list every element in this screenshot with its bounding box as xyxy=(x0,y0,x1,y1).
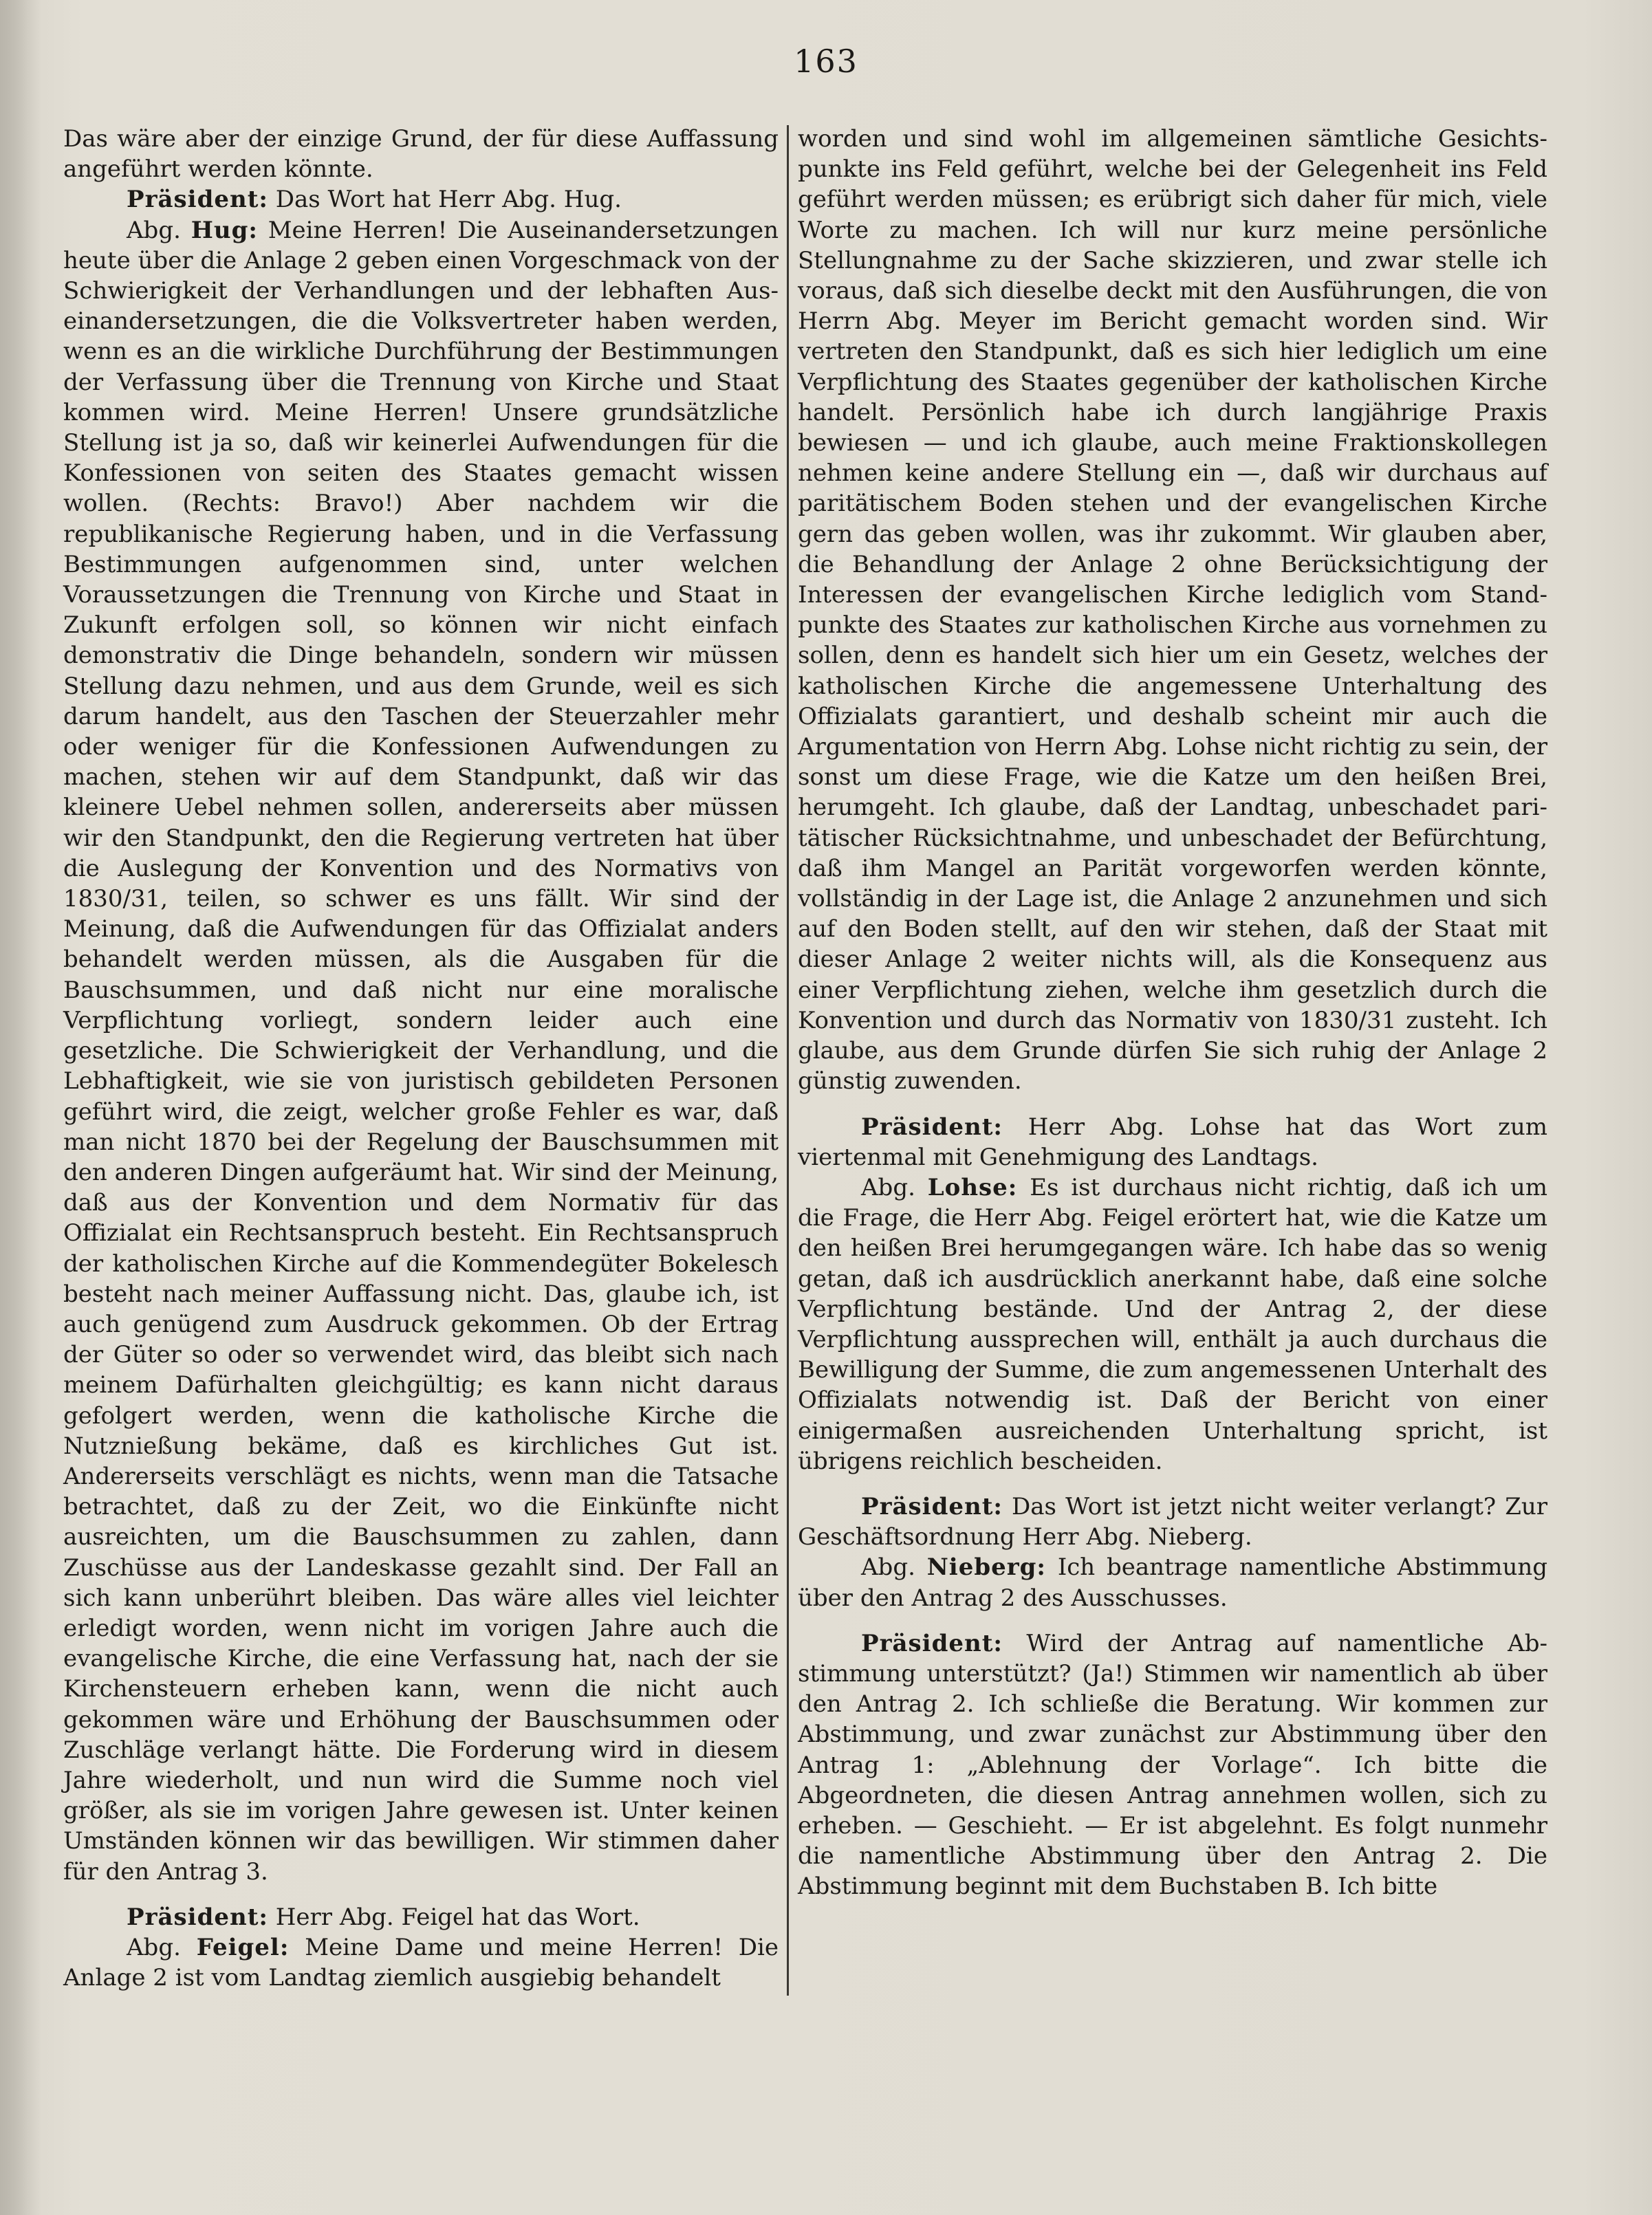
speaker-label: Präsident: xyxy=(127,186,268,214)
speech-entry: Präsident: Herr Abg. Feigel hat das Wort. xyxy=(127,1903,640,1931)
binding-shadow xyxy=(0,0,41,2215)
left-column xyxy=(63,124,779,2159)
speech-entry: Abg. Hug: Meine Herren! Die Auseinandersetzungen heute über die Anlage 2 geben einen Vorgeschmack von der Schwierigkeit der Verhandlungen und der lebhaften Auseinandersetzungen, die die Volksvertreter haben werden, wenn es an die wirkliche Durchführung der Bestimmungen der Verfassung über die Trennung von Kirche und Staat kommen wird. Meine Herren! Unsere grundsätzliche Stellung ist ja so, daß wir keinerlei Aufwendungen für die Konfessionen von seiten des Staates gemacht wissen wollen. (Rechts: Bravo!) Aber nachdem wir die republikanische Regierung haben, und in die Verfassung Bestimmungen aufgenommen sind, unter welchen Voraussetzungen die Trennung von Kirche und Staat in Zukunft erfolgen soll, so können wir nicht einfach demonstrativ die Dinge behandeln, sondern wir müssen Stellung dazu nehmen, und aus dem Grunde, weil es sich darum handelt, aus den Taschen der Steuerzahler mehr oder weniger für die Konfessionen Aufwendungen zu machen, stehen wir auf dem Standpunkt, daß wir das kleinere Uebel nehmen sollen, andererseits aber müssen wir den Standpunkt, den die Regierung vertreten hat über die Auslegung der Konvention und des Normativs von 1830/31, teilen, so schwer es uns fällt. Wir sind der Meinung, daß die Aufwendungen für das Offizialat anders behandelt werden müssen, als die Ausgaben für die Bauschsummen, und daß nicht nur eine moralische Verpflichtung vorliegt, sondern leider auch eine gesetzliche. Die Schwierigkeit der Verhandlung, und die Lebhaftigkeit, wie sie von juristisch gebildeten Personen geführt wird, die zeigt, welcher große Fehler es war, daß man nicht 1870 bei der Regelung der Bauschsummen mit den anderen Dingen aufgeräumt hat. Wir sind der Meinung, daß aus der Konvention und dem Normativ für das Offizialat ein Rechtsanspruch besteht. Ein Rechtsanspruch der katholischen Kirche auf die Kommendegüter Bokelesch besteht nach meiner Auffassung nicht. Das, glaube ich, ist auch genügend zum Ausdruck gekommen. Ob der Ertrag der Güter so oder so verwendet wird, das bleibt sich nach meinem Dafürhalten gleichgültig; es kann nicht daraus gefolgert werden, wenn die katholische Kirche die Nutznießung bekäme, daß es kirchliches Gut ist. Andererseits verschlägt es nichts, wenn man die Tatsache betrachtet, daß zu der Zeit, wo die Einkünfte nicht ausreichten, um die Bauschsummen zu zahlen, dann Zuschüsse aus der Landeskasse gezahlt sind. Der Fall an sich kann unberührt bleiben. Das wäre alles viel leichter erledigt worden, wenn nicht im vorigen Jahre auch die evangelische Kirche, die eine Verfassung hat, nach der sie Kirchensteuern erheben kann, wenn die nicht auch gekommen wäre und Erhöhung der Bauschsummen oder Zuschläge verlangt hätte. Die Forderung wird in diesem Jahre wiederholt, und nun wird die Summe noch viel größer, als sie im vorigen Jahre gewesen ist. Unter keinen Umständen können wir das bewilligen. Wir stimmen daher für den Antrag 3. xyxy=(63,216,779,1886)
paragraph: Das wäre aber der einzige Grund, der für diese Auffassung angeführt werden könnte. xyxy=(63,125,779,184)
speech-entry: Präsident: Herr Abg. Lohse hat das Wort zum viertenmal mit Genehmigung des Landtags. xyxy=(798,1113,1547,1171)
speech-entry: Präsident: Das Wort ist jetzt nicht weiter verlangt? Zur Geschäftsordnung Herr Abg. Nieberg. xyxy=(798,1492,1547,1551)
right-column xyxy=(798,124,1547,2159)
speech-entry: Abg. Lohse: Es ist durchaus nicht richtig, daß ich um die Frage, die Herr Abg. Feigel erörtert hat, wie die Katze um den heißen Brei herumgegangen wäre. Ich habe das so wenig getan, daß ich ausdrücklich anerkannt habe, daß eine solche Verpflichtung bestände. Und der Antrag 2, der diese Verpflichtung aussprechen will, enthält ja auch durchaus die Bewilligung der Summe, die zum angemessenen Unterhalt des Offizialats notwendig ist. Daß der Bericht von einer einigermaßen ausreichenden Unterhaltung spricht, ist übrigens reichlich bescheiden. xyxy=(798,1173,1548,1475)
speaker-label: Lohse: xyxy=(927,1173,1018,1201)
speaker-label: Hug: xyxy=(191,216,258,244)
speaker-label: Präsident: xyxy=(861,1113,1003,1141)
page-number: 163 xyxy=(794,43,858,80)
speaker-label: Feigel: xyxy=(196,1933,290,1961)
speaker-label: Präsident: xyxy=(861,1492,1003,1520)
speech-entry: Abg. Nieberg: Ich beantrage namentliche Abstimmung über den Antrag 2 des Ausschusses. xyxy=(798,1553,1548,1612)
speech-entry: Präsident: Das Wort hat Herr Abg. Hug. xyxy=(127,186,622,214)
speech-entry: Abg. Feigel: Meine Dame und meine Herren! Die Anlage 2 ist vom Landtag ziemlich ausgiebig behandelt xyxy=(63,1933,779,1992)
speaker-label: Nieberg: xyxy=(926,1553,1046,1582)
column-divider xyxy=(787,125,789,1996)
speaker-label: Präsident: xyxy=(861,1629,1003,1657)
paragraph: worden und sind wohl im allgemeinen sämtliche Gesichtspunkte ins Feld geführt, welche bei der Gelegenheit ins Feld geführt werden müssen; es erübrigt sich daher für mich, viele Worte zu machen. Ich will nur kurz meine persönliche Stellungnahme zu der Sache skizzieren, und zwar stelle ich voraus, daß sich dieselbe deckt mit den Ausführungen, die von Herrn Abg. Meyer im Bericht gemacht worden sind. Wir vertreten den Standpunkt, daß es sich hier lediglich um eine Verpflichtung des Staates gegenüber der katholischen Kirche handelt. Persönlich habe ich durch langjährige Praxis bewiesen — und ich glaube, auch meine Fraktionskollegen nehmen keine andere Stellung ein —, daß wir durchaus auf paritätischem Boden stehen und der evangelischen Kirche gern das geben wollen, was ihr zukommt. Wir glauben aber, die Behandlung der Anlage 2 ohne Berücksichtigung der Interessen der evangelischen Kirche lediglich vom Standpunkte des Staates zur katholischen Kirche aus vornehmen zu sollen, denn es handelt sich hier um ein Gesetz, welches der katholischen Kirche die angemessene Unterhaltung des Offizialats garantiert, und deshalb scheint mir auch die Argumentation von Herrn Abg. Lohse nicht richtig zu sein, der sonst um diese Frage, wie die Katze um den heißen Brei, herumgeht. Ich glaube, daß der Landtag, unbeschadet paritätischer Rücksichtnahme, und unbeschadet der Befürchtung, daß ihm Mangel an Parität vorgeworfen werden könnte, vollständig in der Lage ist, die Anlage 2 anzunehmen und sich auf den Boden stellt, auf den wir stehen, daß der Staat mit dieser Anlage 2 weiter nichts will, als die Konsequenz aus einer Verpflichtung ziehen, welche ihm gesetzlich durch die Konvention und durch das Normativ von 1830/31 zusteht. Ich glaube, aus dem Grunde dürfen Sie sich ruhig der Anlage 2 günstig zuwenden. xyxy=(798,125,1547,1095)
speech-entry: Präsident: Wird der Antrag auf namentliche Abstimmung unterstützt? (Ja!) Stimmen wir namentlich ab über den Antrag 2. Ich schließe die Beratung. Wir kommen zur Abstimmung, und zwar zunächst zur Abstimmung über den Antrag 1: „Ablehnung der Vorlage“. Ich bitte die Abgeordneten, die diesen Antrag annehmen wollen, sich zu erheben. — Geschieht. — Er ist abgelehnt. Es folgt nunmehr die namentliche Abstimmung über den Antrag 2. Die Abstimmung beginnt mit dem Buchstaben B. Ich bitte xyxy=(798,1629,1547,1901)
speaker-label: Präsident: xyxy=(127,1903,268,1931)
